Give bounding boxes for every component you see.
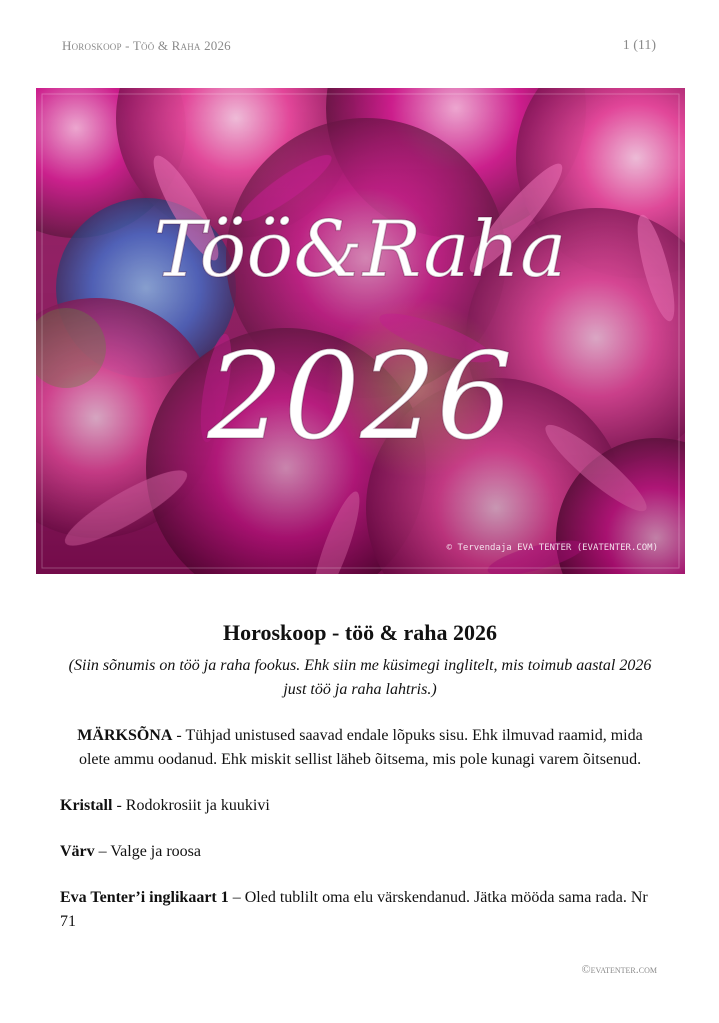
document-body	[60, 618, 660, 934]
crystal-text: - Rodokrosiit ja kuukivi	[112, 797, 270, 814]
keyword-label: MÄRKSÕNA	[77, 727, 173, 744]
angel-card-text: – Oled tublilt oma elu värskendanud. Jätka mööda sama rada. Nr 71	[60, 889, 648, 930]
keyword-paragraph	[60, 724, 660, 772]
keyword-text: - Tühjad unistused saavad endale lõpuks sisu. Ehk ilmuvad raamid, mida olete ammu oodanud. Ehk miskit sellist läheb õitsema, mis pole kunagi varem õitsenud.	[78, 727, 643, 768]
page-number: 1 (11)	[622, 38, 656, 53]
cover-credit: © Tervendaja EVA TENTER (EVATENTER.COM)	[446, 543, 658, 553]
color-text: – Valge ja roosa	[94, 843, 201, 860]
document-title: Horoskoop - töö & raha 2026	[223, 620, 497, 645]
flower-background-illustration	[36, 88, 685, 574]
running-header-title: Horoskoop - Töö & Raha 2026	[62, 38, 231, 53]
color-paragraph	[60, 840, 660, 864]
cover-title-line2: 2026	[207, 328, 513, 467]
crystal-label: Kristall	[60, 797, 113, 814]
crystal-paragraph	[60, 794, 660, 818]
angel-card-paragraph	[60, 886, 660, 934]
cover-title-line1: Töö&Raha	[153, 205, 567, 295]
color-label: Värv	[60, 843, 95, 860]
intro-text: (Siin sõnumis on töö ja raha fookus. Ehk siin me küsimegi inglitelt, mis toimub aastal 2026 just töö ja raha lahtris.)	[68, 657, 652, 698]
angel-card-label: Eva Tenter’i inglikaart 1	[60, 889, 229, 906]
footer-copyright: ©evatenter.com	[581, 962, 657, 976]
cover-image	[36, 88, 685, 574]
